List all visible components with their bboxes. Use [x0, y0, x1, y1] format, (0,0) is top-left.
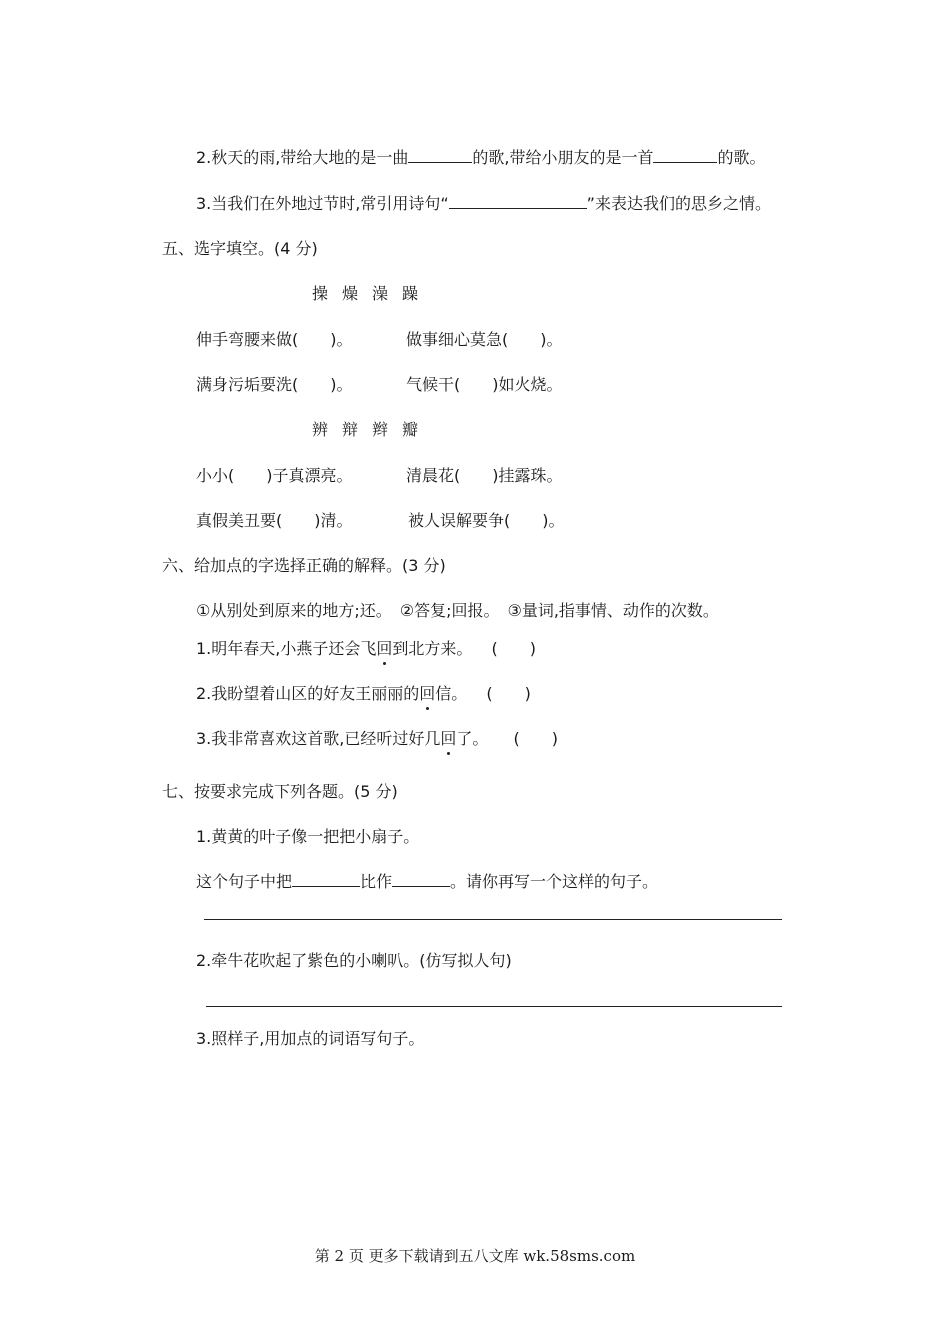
char-options-group-2	[312, 420, 432, 440]
question-2-autumn-rain	[196, 148, 765, 168]
q3-text-b: ”来表达我们的思乡之情。	[586, 194, 771, 213]
answer-paren[interactable]: ( )	[486, 684, 531, 703]
fill-row-2-right[interactable]: 气候干( )如火烧。	[406, 375, 563, 394]
dotted-char: 回	[440, 729, 457, 748]
task-2-sentence: 2.牵牛花吹起了紫色的小喇叭。(仿写拟人句)	[196, 951, 512, 970]
fill-row-4-right[interactable]: 被人误解要争( )。	[408, 511, 565, 530]
prompt-text: 这个句子中把	[196, 872, 293, 891]
q3-text-a: 3.当我们在外地过节时,常引用诗句“	[196, 194, 449, 213]
task-1-sentence: 1.黄黄的叶子像一把把小扇子。	[196, 827, 420, 846]
char-options-group-1	[312, 284, 432, 304]
char-option: 辫	[372, 420, 389, 439]
question-text: 了。	[456, 729, 489, 748]
char-option: 燥	[342, 284, 359, 303]
page-footer: 第 2 页 更多下载请到五八文库 wk.58sms.com	[314, 1247, 636, 1265]
meaning-options: ①从别处到原来的地方;还。 ②答复;回报。 ③量词,指事情、动作的次数。	[196, 601, 719, 620]
answer-blank[interactable]	[449, 194, 587, 209]
fill-row-3-right[interactable]: 清晨花( )挂露珠。	[406, 466, 563, 485]
answer-paren[interactable]: ( )	[491, 639, 536, 658]
question-text: 3.我非常喜欢这首歌,已经听过好几	[196, 729, 441, 748]
answer-line[interactable]	[206, 1006, 782, 1007]
answer-line[interactable]	[204, 919, 782, 920]
question-text: 1.明年春天,小燕子还会飞	[196, 639, 377, 658]
char-option: 躁	[402, 284, 419, 303]
answer-paren[interactable]: ( )	[513, 729, 558, 748]
task-1-prompt	[196, 872, 658, 892]
char-option: 辩	[342, 420, 359, 439]
question-text: 信。	[435, 684, 468, 703]
section-5-heading: 五、选字填空。(4 分)	[162, 239, 318, 258]
q2-text-a: 2.秋天的雨,带给大地的是一曲	[196, 148, 409, 167]
answer-blank[interactable]	[408, 148, 472, 163]
task-3-sentence: 3.照样子,用加点的词语写句子。	[196, 1029, 425, 1048]
section-7-heading: 七、按要求完成下列各题。(5 分)	[162, 782, 398, 801]
meaning-question-1	[196, 639, 536, 659]
answer-blank[interactable]	[392, 872, 450, 887]
prompt-text: 比作	[360, 872, 393, 891]
fill-row-3-left[interactable]: 小小( )子真漂亮。	[196, 466, 353, 485]
dotted-char: 回	[419, 684, 436, 703]
q2-text-c: 的歌。	[717, 148, 766, 167]
answer-blank[interactable]	[653, 148, 717, 163]
section-6-heading: 六、给加点的字选择正确的解释。(3 分)	[162, 556, 446, 575]
char-option: 瓣	[402, 420, 419, 439]
answer-blank[interactable]	[292, 872, 360, 887]
char-option: 操	[312, 284, 329, 303]
fill-row-4-left[interactable]: 真假美丑要( )清。	[196, 511, 353, 530]
prompt-text: 。请你再写一个这样的句子。	[450, 872, 659, 891]
question-text: 到北方来。	[392, 639, 473, 658]
char-option: 澡	[372, 284, 389, 303]
fill-row-1-left[interactable]: 伸手弯腰来做( )。	[196, 330, 353, 349]
question-text: 2.我盼望着山区的好友王丽丽的	[196, 684, 420, 703]
char-option: 辨	[312, 420, 329, 439]
fill-row-1-right[interactable]: 做事细心莫急( )。	[406, 330, 563, 349]
dotted-char: 回	[376, 639, 393, 658]
question-3-homesick-poem	[196, 194, 771, 214]
meaning-question-2	[196, 684, 531, 704]
fill-row-2-left[interactable]: 满身污垢要洗( )。	[196, 375, 353, 394]
meaning-question-3	[196, 729, 558, 749]
q2-text-b: 的歌,带给小朋友的是一首	[472, 148, 654, 167]
